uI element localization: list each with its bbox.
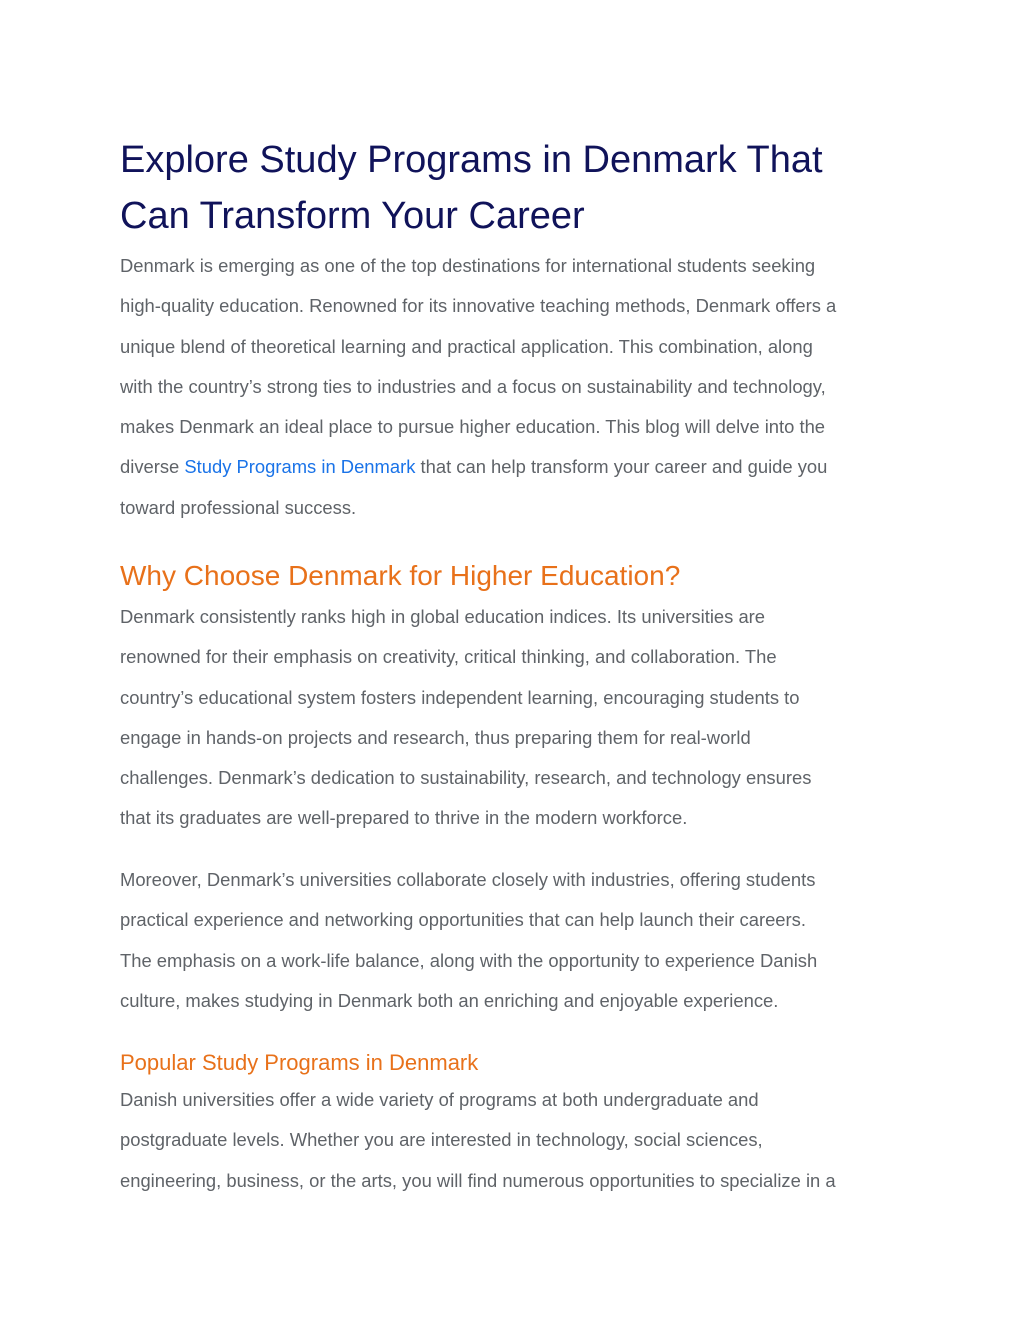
section-heading-popular-programs: Popular Study Programs in Denmark [120, 1050, 479, 1075]
study-programs-link[interactable]: Study Programs in Denmark [184, 456, 416, 478]
text-line: renowned for their emphasis on creativity, critical thinking, and collaboration. The [120, 646, 777, 668]
text-line: that its graduates are well-prepared to thrive in the modern workforce. [120, 807, 688, 829]
section-heading-why-denmark: Why Choose Denmark for Higher Education? [120, 560, 681, 591]
text-line: postgraduate levels. Whether you are interested in technology, social sciences, [120, 1129, 763, 1151]
text-line: Moreover, Denmark’s universities collaborate closely with industries, offering students [120, 869, 816, 890]
text-line: engineering, business, or the arts, you will find numerous opportunities to specialize in a [120, 1169, 836, 1191]
text-line: Denmark consistently ranks high in global education indices. Its universities are [120, 606, 766, 627]
text-line: engage in hands-on projects and research, thus preparing them for real-world [120, 726, 751, 748]
text-line: Denmark is emerging as one of the top destinations for international students seeking [120, 255, 816, 276]
text-fragment: diverse [120, 456, 185, 478]
text-line: with the country’s strong ties to industries and a focus on sustainability and technology, [120, 375, 826, 397]
text-line: country’s educational system fosters independent learning, encouraging students to [120, 686, 800, 708]
title-line: Explore Study Programs in Denmark That [120, 139, 823, 181]
text-line: challenges. Denmark’s dedication to sustainability, research, and technology ensures [120, 767, 812, 789]
why-denmark-paragraph-1 [120, 597, 920, 839]
text-line: makes Denmark an ideal place to pursue higher education. This blog will delve into the [120, 416, 826, 438]
text-line: The emphasis on a work-life balance, along with the opportunity to experience Danish [120, 949, 818, 971]
intro-paragraph [120, 246, 920, 528]
text-line-with-link [120, 447, 920, 487]
popular-programs-paragraph [120, 1080, 920, 1201]
why-denmark-paragraph-2 [120, 860, 920, 1021]
page-title [120, 132, 920, 244]
text-fragment: that can help transform your career and guide you [415, 456, 828, 478]
text-line: toward professional success. [120, 496, 357, 518]
text-line: high-quality education. Renowned for its innovative teaching methods, Denmark offers a [120, 295, 837, 317]
title-line: Can Transform Your Career [120, 195, 585, 237]
text-line: unique blend of theoretical learning and practical application. This combination, along [120, 335, 813, 357]
text-line: practical experience and networking opportunities that can help launch their careers. [120, 909, 806, 931]
text-line: Danish universities offer a wide variety of programs at both undergraduate and [120, 1089, 759, 1110]
text-line: culture, makes studying in Denmark both an enriching and enjoyable experience. [120, 989, 779, 1011]
